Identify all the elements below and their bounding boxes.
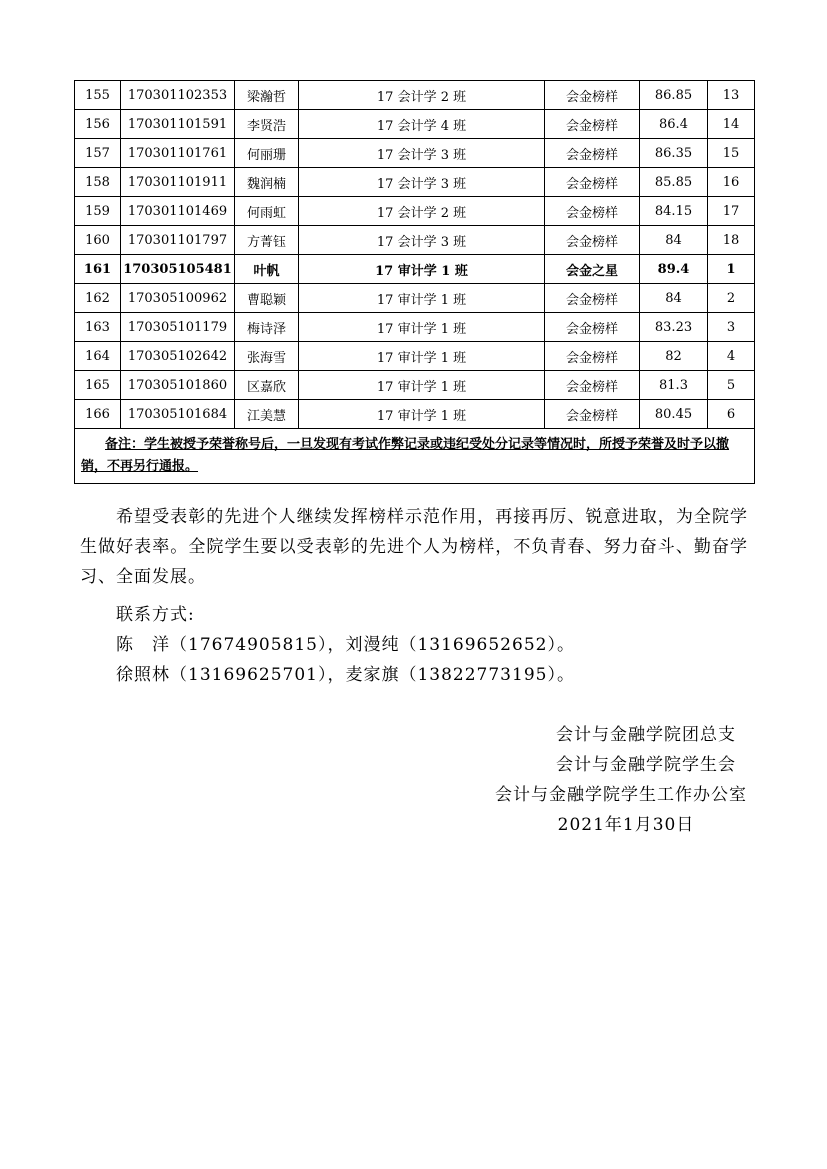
honor-roster-table [74,80,755,484]
award-title-cell: 会金榜样 [545,168,640,197]
student-id-cell: 170301101911 [121,168,235,197]
table-row [75,255,755,284]
table-row [75,284,755,313]
award-title-cell: 会金榜样 [545,342,640,371]
score-cell: 89.4 [640,255,708,284]
row-number-cell: 158 [75,168,121,197]
table-row [75,81,755,110]
table-row [75,226,755,255]
score-cell: 81.3 [640,371,708,400]
rank-cell: 18 [708,226,755,255]
student-name-cell: 张海雪 [235,342,299,371]
student-name-cell: 江美慧 [235,400,299,429]
student-id-cell: 170301101797 [121,226,235,255]
rank-cell: 15 [708,139,755,168]
note-text: 备注：学生被授予荣誉称号后，一旦发现有考试作弊记录或违纪受处分记录等情况时，所授予荣誉及时予以撤销，不再另行通报。 [81,437,730,474]
score-cell: 86.35 [640,139,708,168]
table-row [75,139,755,168]
class-name-cell: 17 会计学 3 班 [299,226,545,255]
note-cell [75,429,755,484]
award-title-cell: 会金榜样 [545,371,640,400]
note-row [75,429,755,484]
student-id-cell: 170305101179 [121,313,235,342]
signature-block [495,720,747,840]
score-cell: 83.23 [640,313,708,342]
score-cell: 80.45 [640,400,708,429]
class-name-cell: 17 审计学 1 班 [299,255,545,284]
student-name-cell: 何丽珊 [235,139,299,168]
row-number-cell: 164 [75,342,121,371]
student-id-cell: 170305101860 [121,371,235,400]
table-row [75,400,755,429]
rank-cell: 2 [708,284,755,313]
student-name-cell: 何雨虹 [235,197,299,226]
score-cell: 84 [640,284,708,313]
award-title-cell: 会金榜样 [545,81,640,110]
row-number-cell: 163 [75,313,121,342]
class-name-cell: 17 审计学 1 班 [299,284,545,313]
rank-cell: 16 [708,168,755,197]
table-row [75,342,755,371]
student-name-cell: 李贤浩 [235,110,299,139]
student-id-cell: 170301101591 [121,110,235,139]
award-title-cell: 会金榜样 [545,110,640,139]
award-title-cell: 会金之星 [545,255,640,284]
closing-paragraph: 希望受表彰的先进个人继续发挥榜样示范作用，再接再厉、锐意进取，为全院学生做好表率。全院学生要以受表彰的先进个人为榜样，不负青春、努力奋斗、勤奋学习、全面发展。 [80,507,748,587]
class-name-cell: 17 审计学 1 班 [299,342,545,371]
rank-cell: 3 [708,313,755,342]
table-row [75,168,755,197]
student-id-cell: 170305105481 [121,255,235,284]
rank-cell: 1 [708,255,755,284]
roster-body [75,81,755,429]
student-id-cell: 170301101761 [121,139,235,168]
score-cell: 86.4 [640,110,708,139]
class-name-cell: 17 会计学 3 班 [299,168,545,197]
class-name-cell: 17 会计学 2 班 [299,81,545,110]
score-cell: 86.85 [640,81,708,110]
student-name-cell: 叶帆 [235,255,299,284]
row-number-cell: 160 [75,226,121,255]
score-cell: 84.15 [640,197,708,226]
signature-org-3: 会计与金融学院学生工作办公室 [495,785,747,805]
class-name-cell: 17 会计学 4 班 [299,110,545,139]
row-number-cell: 161 [75,255,121,284]
award-title-cell: 会金榜样 [545,400,640,429]
row-number-cell: 162 [75,284,121,313]
table-row [75,197,755,226]
rank-cell: 17 [708,197,755,226]
contact-block [116,600,575,690]
class-name-cell: 17 审计学 1 班 [299,400,545,429]
score-cell: 82 [640,342,708,371]
student-id-cell: 170301101469 [121,197,235,226]
table-row [75,371,755,400]
student-id-cell: 170305100962 [121,284,235,313]
signature-org-1: 会计与金融学院团总支 [556,725,736,745]
row-number-cell: 155 [75,81,121,110]
table-row [75,110,755,139]
award-title-cell: 会金榜样 [545,313,640,342]
student-id-cell: 170305102642 [121,342,235,371]
student-id-cell: 170301102353 [121,81,235,110]
student-name-cell: 梅诗泽 [235,313,299,342]
rank-cell: 13 [708,81,755,110]
class-name-cell: 17 审计学 1 班 [299,313,545,342]
rank-cell: 4 [708,342,755,371]
rank-cell: 6 [708,400,755,429]
row-number-cell: 156 [75,110,121,139]
class-name-cell: 17 会计学 3 班 [299,139,545,168]
row-number-cell: 159 [75,197,121,226]
class-name-cell: 17 会计学 2 班 [299,197,545,226]
rank-cell: 5 [708,371,755,400]
table-row [75,313,755,342]
score-cell: 85.85 [640,168,708,197]
student-name-cell: 魏润楠 [235,168,299,197]
row-number-cell: 157 [75,139,121,168]
student-id-cell: 170305101684 [121,400,235,429]
contact-line-2: 徐照林（13169625701），麦家旗（13822773195）。 [116,665,575,685]
row-number-cell: 165 [75,371,121,400]
award-title-cell: 会金榜样 [545,139,640,168]
contact-line-1: 陈 洋（17674905815），刘漫纯（13169652652）。 [116,635,575,655]
signature-date: 2021年1月30日 [557,815,695,835]
rank-cell: 14 [708,110,755,139]
award-title-cell: 会金榜样 [545,226,640,255]
score-cell: 84 [640,226,708,255]
award-title-cell: 会金榜样 [545,284,640,313]
signature-org-2: 会计与金融学院学生会 [556,755,736,775]
student-name-cell: 区嘉欣 [235,371,299,400]
student-name-cell: 方菁钰 [235,226,299,255]
student-name-cell: 梁瀚哲 [235,81,299,110]
student-name-cell: 曹聪颖 [235,284,299,313]
row-number-cell: 166 [75,400,121,429]
contact-heading: 联系方式: [116,605,195,625]
award-title-cell: 会金榜样 [545,197,640,226]
class-name-cell: 17 审计学 1 班 [299,371,545,400]
